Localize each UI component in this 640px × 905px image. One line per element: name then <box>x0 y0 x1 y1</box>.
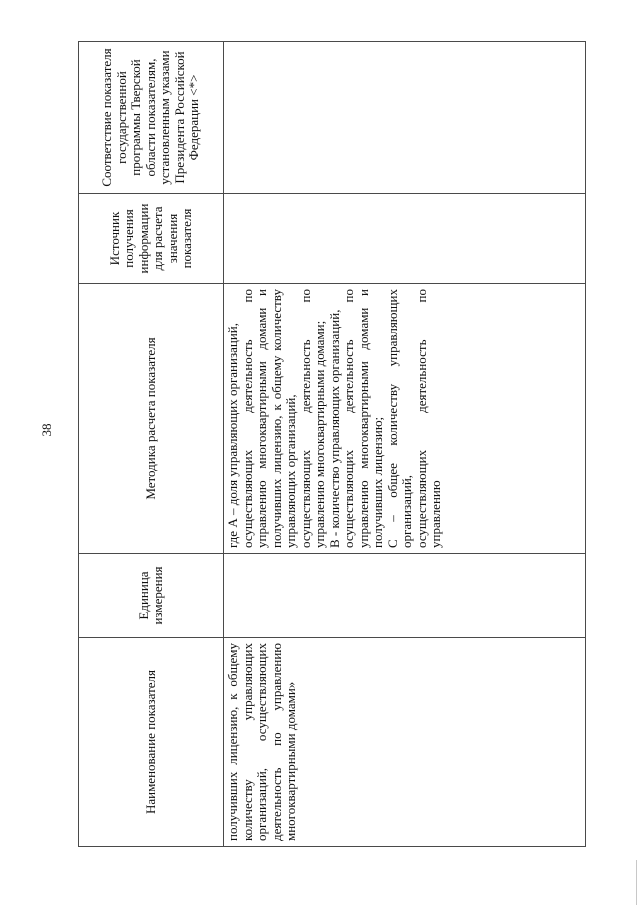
cell-compliance <box>224 42 586 194</box>
table-row <box>224 42 586 847</box>
cell-calculation-method: где А – доля управляющих организаций, осуществляющих деятельность по управлению многоквартирными домами и получивших лицензию, к общему количеству управляющих организаций, осуществляющих деятельность по управлению многоквартирными домами; В - количество управляющих организаций, осуществляющих деятельность по управлению многоквартирными домами и получивших лицензию; С – общее количеству управляющих организаций, осуществляющих деятельность по управлению <box>224 284 586 554</box>
cell-unit <box>224 554 586 638</box>
rotated-table-wrapper <box>78 42 586 847</box>
page-number: 38 <box>39 423 54 437</box>
cell-indicator-name: получивших лицензию, к общему количеству управляющих организаций, осуществляющих деятельность по управлению многоквартирными домами» <box>224 638 586 847</box>
header-compliance: Соответствие показателя государственной программы Тверской области показателям, установленным указами Президента Российской Федерации <*> <box>79 42 224 194</box>
cell-information-source <box>224 194 586 284</box>
header-calculation-method: Методика расчета показателя <box>79 284 224 554</box>
header-information-source: Источник получения информации для расчета значения показателя <box>79 194 224 284</box>
indicator-table <box>78 41 586 847</box>
scan-edge-line <box>636 860 637 905</box>
header-unit: Единица измерения <box>79 554 224 638</box>
header-indicator-name: Наименование показателя <box>79 638 224 847</box>
table-header-row <box>79 42 224 847</box>
